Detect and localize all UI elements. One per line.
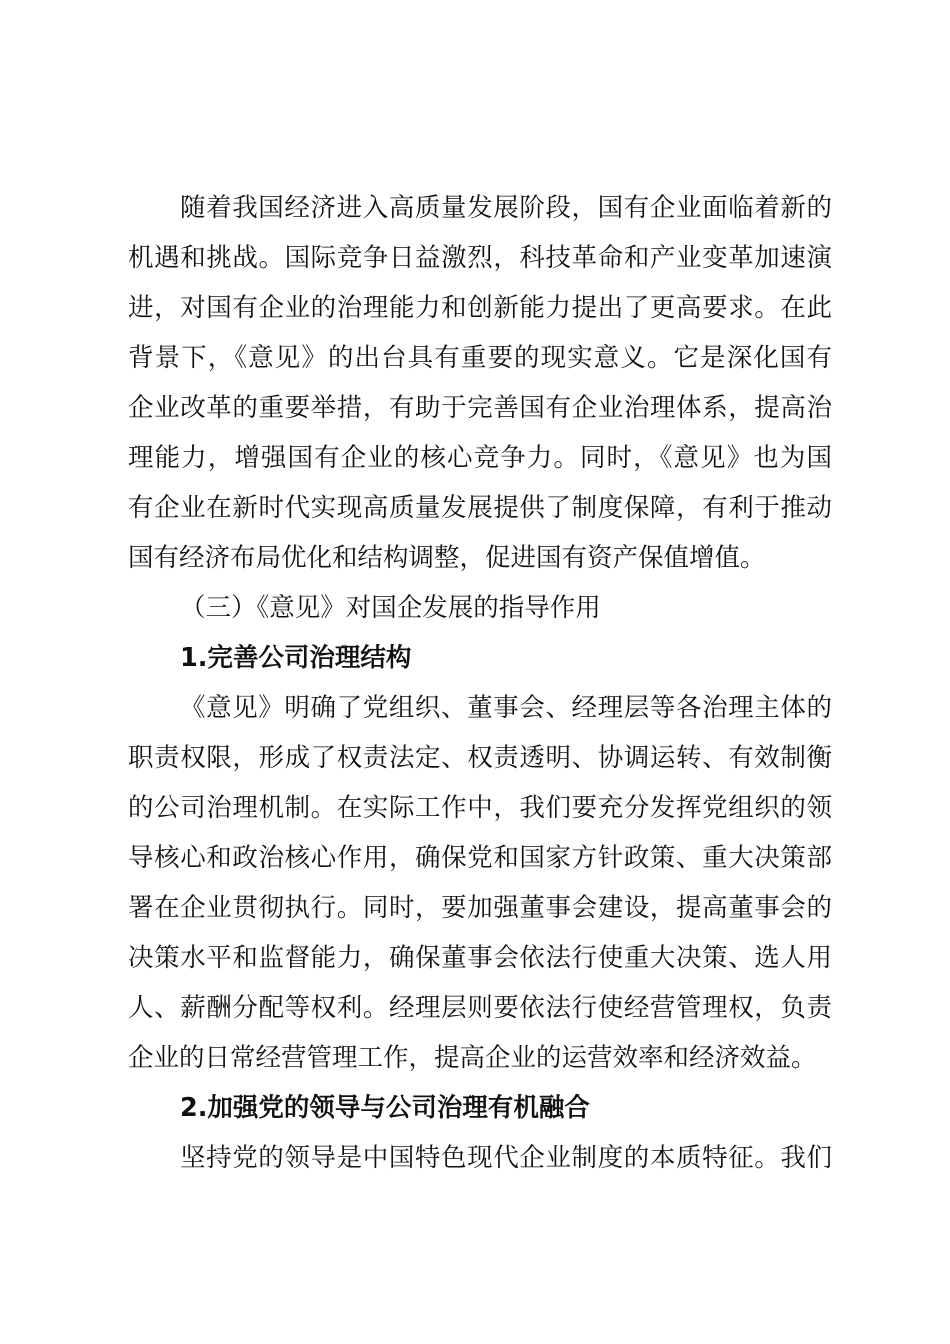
paragraph-line: 理能力，增强国有企业的核心竞争力。同时，《意见》也为国 bbox=[128, 443, 832, 473]
paragraph-line: 企业改革的重要举措，有助于完善国有企业治理体系，提高治 bbox=[128, 393, 832, 423]
paragraph-line: 国有经济布局优化和结构调整，促进国有资产保值增值。 bbox=[128, 543, 766, 573]
paragraph-line: 职责权限，形成了权责法定、权责透明、协调运转、有效制衡 bbox=[128, 743, 832, 773]
paragraph-line: 有企业在新时代实现高质量发展提供了制度保障，有利于推动 bbox=[128, 493, 832, 523]
paragraph-line: 进，对国有企业的治理能力和创新能力提出了更高要求。在此 bbox=[128, 293, 832, 323]
paragraph-line: 背景下，《意见》的出台具有重要的现实意义。它是深化国有 bbox=[128, 343, 832, 373]
paragraph-line: 机遇和挑战。国际竞争日益激烈，科技革命和产业变革加速演 bbox=[128, 243, 832, 273]
section-heading: （三）《意见》对国企发展的指导作用 bbox=[180, 593, 601, 623]
paragraph-line: 的公司治理机制。在实际工作中，我们要充分发挥党组织的领 bbox=[128, 793, 832, 823]
paragraph-line: 《意见》明确了党组织、董事会、经理层等各治理主体的 bbox=[180, 693, 832, 723]
paragraph-line: 导核心和政治核心作用，确保党和国家方针政策、重大决策部 bbox=[128, 843, 832, 873]
paragraph-line: 随着我国经济进入高质量发展阶段，国有企业面临着新的 bbox=[180, 193, 832, 223]
paragraph-line: 坚持党的领导是中国特色现代企业制度的本质特征。我们 bbox=[180, 1143, 832, 1173]
paragraph-line: 署在企业贯彻执行。同时，要加强董事会建设，提高董事会的 bbox=[128, 893, 832, 923]
paragraph-line: 企业的日常经营管理工作，提高企业的运营效率和经济效益。 bbox=[128, 1043, 817, 1073]
subsection-heading: 2.加强党的领导与公司治理有机融合 bbox=[180, 1093, 590, 1123]
subsection-heading: 1.完善公司治理结构 bbox=[180, 643, 412, 673]
document-body bbox=[128, 183, 832, 1183]
paragraph-line: 决策水平和监督能力，确保董事会依法行使重大决策、选人用 bbox=[128, 943, 832, 973]
paragraph-line: 人、薪酬分配等权利。经理层则要依法行使经营管理权，负责 bbox=[128, 993, 832, 1023]
